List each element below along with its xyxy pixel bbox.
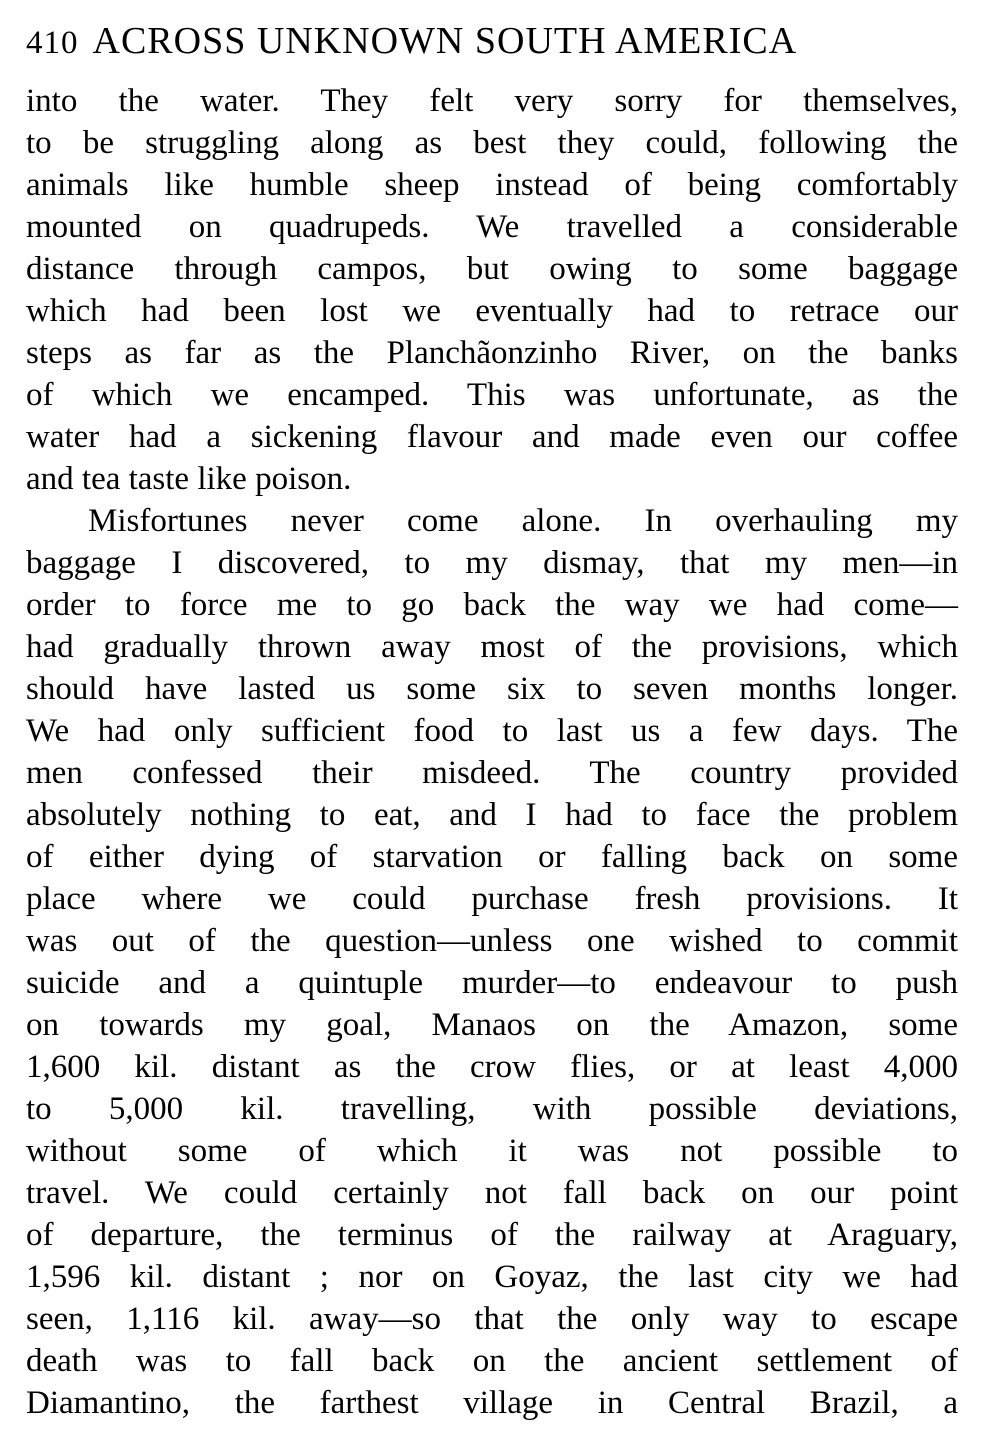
running-title: ACROSS UNKNOWN SOUTH AMERICA [92, 20, 798, 62]
text-line: 1,596 kil. distant ; nor on Goyaz, the last city we had [26, 1259, 958, 1295]
text-line: suicide and a quintuple murder—to endeavour to push [26, 965, 958, 1001]
text-line: travel. We could certainly not fall back on our point [26, 1175, 958, 1211]
text-line: had gradually thrown away most of the provisions, which [26, 629, 958, 665]
text-line: animals like humble sheep instead of being comfortably [26, 167, 958, 203]
text-line: death was to fall back on the ancient settlement of [26, 1343, 958, 1379]
text-line: distance through campos, but owing to some baggage [26, 251, 958, 287]
text-line: to 5,000 kil. travelling, with possible deviations, [26, 1091, 958, 1127]
text-line: seen, 1,116 kil. away—so that the only way to escape [26, 1301, 958, 1337]
text-line: 1,600 kil. distant as the crow flies, or at least 4,000 [26, 1049, 958, 1085]
text-line: of which we encamped. This was unfortunate, as the [26, 377, 958, 413]
text-line: We had only sufficient food to last us a few days. The [26, 713, 958, 749]
running-head [26, 18, 966, 66]
text-line: without some of which it was not possible to [26, 1133, 958, 1169]
text-line: should have lasted us some six to seven months longer. [26, 671, 958, 707]
text-line: of either dying of starvation or falling back on some [26, 839, 958, 875]
text-line: into the water. They felt very sorry for themselves, [26, 83, 958, 119]
text-line: water had a sickening flavour and made even our coffee [26, 419, 958, 455]
text-line: order to force me to go back the way we had come— [26, 587, 958, 623]
page-number: 410 [26, 25, 79, 61]
body-text [26, 80, 958, 1424]
text-line: which had been lost we eventually had to retrace our [26, 293, 958, 329]
text-line: Diamantino, the farthest village in Central Brazil, a [26, 1385, 958, 1421]
text-line: was out of the question—unless one wished to commit [26, 923, 958, 959]
text-line: men confessed their misdeed. The country provided [26, 755, 958, 791]
text-line: steps as far as the Planchãonzinho River, on the banks [26, 335, 958, 371]
text-line: on towards my goal, Manaos on the Amazon, some [26, 1007, 958, 1043]
text-line: to be struggling along as best they could, following the [26, 125, 958, 161]
text-line: baggage I discovered, to my dismay, that my men—in [26, 545, 958, 581]
text-line: mounted on quadrupeds. We travelled a considerable [26, 209, 958, 245]
text-line: place where we could purchase fresh provisions. It [26, 881, 958, 917]
paragraph-start-line: Misfortunes never come alone. In overhauling my [88, 503, 958, 539]
text-line: absolutely nothing to eat, and I had to face the problem [26, 797, 958, 833]
text-line: of departure, the terminus of the railway at Araguary, [26, 1217, 958, 1253]
paragraph-end-line: and tea taste like poison. [26, 461, 352, 497]
